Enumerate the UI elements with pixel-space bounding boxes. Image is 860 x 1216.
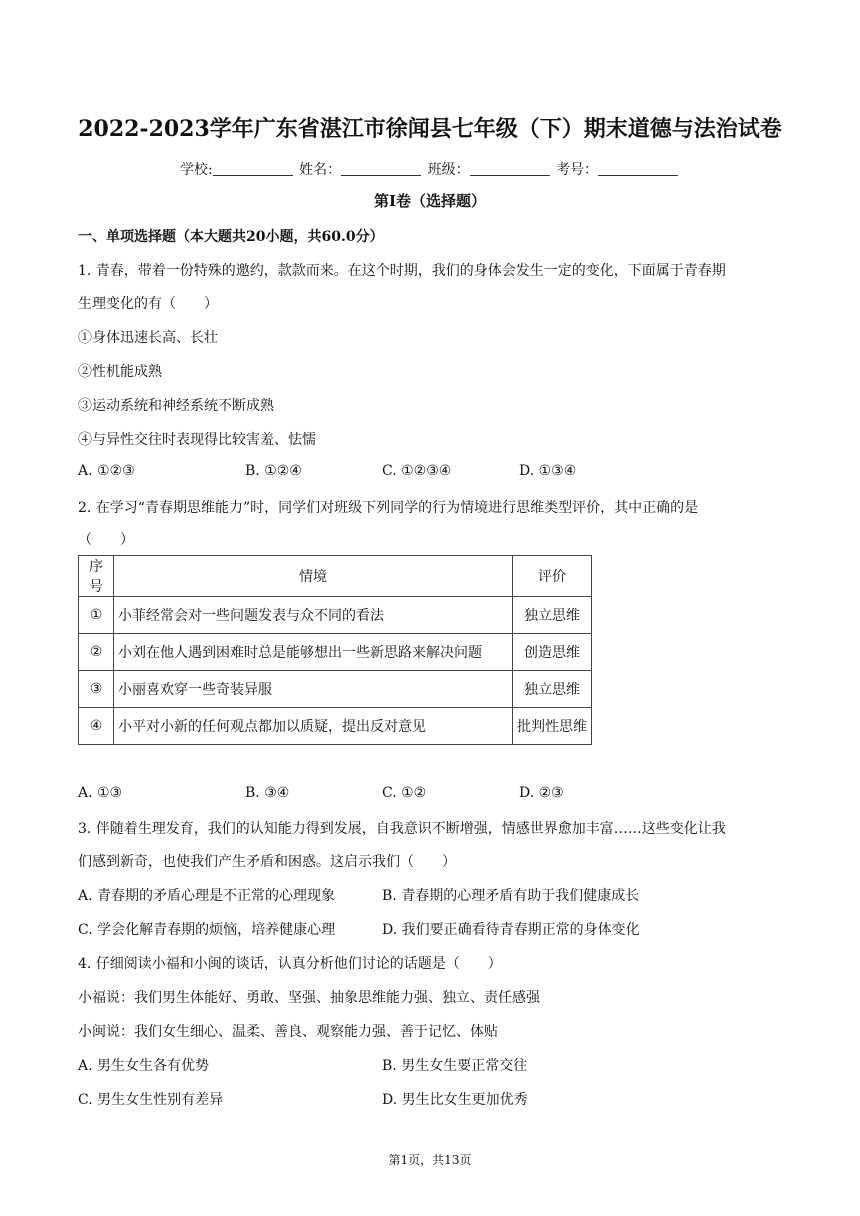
table-cell: 小丽喜欢穿一些奇装异服 [114, 671, 513, 708]
table-header-cell: 评价 [513, 556, 592, 597]
table-header-cell: 情境 [114, 556, 513, 597]
q3-stem-line1: 3. 伴随着生理发育，我们的认知能力得到发展，自我意识不断增强，情感世界愈加丰富……这些变化让我 [78, 821, 726, 837]
table-header-cell: 序号 [79, 556, 114, 597]
q2-option-a: A. ①③ [78, 785, 123, 801]
q1-item-4: ④与异性交往时表现得比较害羞、怯懦 [78, 432, 316, 448]
q2-stem-line2: （ ） [78, 532, 134, 548]
table-cell: ① [79, 597, 114, 634]
q1-option-b: B. ①②④ [245, 463, 302, 479]
table-cell: 独立思维 [513, 671, 592, 708]
q1-item-1: ①身体迅速长高、长壮 [78, 330, 218, 346]
table-cell: 小平对小新的任何观点都加以质疑，提出反对意见 [114, 708, 513, 745]
table-row [79, 708, 592, 745]
table-cell: 创造思维 [513, 634, 592, 671]
name-blank [341, 161, 421, 176]
table-row [79, 634, 592, 671]
q3-option-a: A. 青春期的矛盾心理是不正常的心理现象 [78, 888, 336, 904]
q2-option-b: B. ③④ [245, 785, 290, 801]
q4-stem-line3: 小闽说：我们女生细心、温柔、善良、观察能力强、善于记忆、体贴 [78, 1024, 498, 1040]
q1-option-a: A. ①②③ [78, 463, 135, 479]
page-footer: 第1页，共13页 [388, 1153, 472, 1167]
number-blank [598, 161, 678, 176]
q4-option-c: C. 男生女生性别有差异 [78, 1092, 224, 1108]
q4-stem-line2: 小福说：我们男生体能好、勇敢、坚强、抽象思维能力强、独立、责任感强 [78, 990, 540, 1006]
table-cell: 独立思维 [513, 597, 592, 634]
class-blank [470, 161, 550, 176]
table-cell: 批判性思维 [513, 708, 592, 745]
q4-option-b: B. 男生女生要正常交往 [382, 1058, 528, 1074]
number-label: 考号： [556, 162, 599, 178]
exam-title: 2022-2023学年广东省湛江市徐闻县七年级（下）期末道德与法治试卷 [78, 116, 782, 142]
table-cell: ③ [79, 671, 114, 708]
q4-stem-line1: 4. 仔细阅读小福和小闽的谈话，认真分析他们讨论的话题是（ ） [78, 956, 502, 972]
q4-option-a: A. 男生女生各有优势 [78, 1058, 210, 1074]
q1-item-2: ②性机能成熟 [78, 364, 162, 380]
school-label: 学校: [179, 162, 213, 178]
section-title: 第Ⅰ卷（选择题） [373, 192, 487, 210]
q2-context-table [78, 555, 592, 745]
q1-stem-line1: 1. 青春，带着一份特殊的邀约，款款而来。在这个时期，我们的身体会发生一定的变化，下面属于青春期 [78, 263, 726, 279]
table-cell: ④ [79, 708, 114, 745]
q1-option-c: C. ①②③④ [382, 463, 452, 479]
q4-option-d: D. 男生比女生更加优秀 [382, 1092, 528, 1108]
table-cell: 小刘在他人遇到困难时总是能够想出一些新思路来解决问题 [114, 634, 513, 671]
q3-option-d: D. 我们要正确看待青春期正常的身体变化 [382, 922, 640, 938]
table-row [79, 671, 592, 708]
school-blank [213, 161, 293, 176]
q3-option-c: C. 学会化解青春期的烦恼，培养健康心理 [78, 922, 336, 938]
class-label: 班级： [427, 162, 470, 178]
table-cell: 小菲经常会对一些问题发表与众不同的看法 [114, 597, 513, 634]
q2-stem-line1: 2. 在学习“青春期思维能力”时，同学们对班级下列同学的行为情境进行思维类型评价，其中正确的是 [78, 500, 699, 516]
q3-stem-line2: 们感到新奇，也使我们产生矛盾和困惑。这启示我们（ ） [78, 854, 456, 870]
student-info-line [0, 159, 860, 179]
q2-option-c: C. ①② [382, 785, 427, 801]
q1-option-d: D. ①③④ [519, 463, 577, 479]
table-header-row [79, 556, 592, 597]
table-cell: ② [79, 634, 114, 671]
q1-stem-line2: 生理变化的有（ ） [78, 296, 218, 312]
q2-option-d: D. ②③ [519, 785, 564, 801]
name-label: 姓名： [299, 162, 342, 178]
part-heading: 一、单项选择题（本大题共20小题，共60.0分） [78, 229, 384, 245]
q1-item-3: ③运动系统和神经系统不断成熟 [78, 398, 274, 414]
table-row [79, 597, 592, 634]
q3-option-b: B. 青春期的心理矛盾有助于我们健康成长 [382, 888, 640, 904]
